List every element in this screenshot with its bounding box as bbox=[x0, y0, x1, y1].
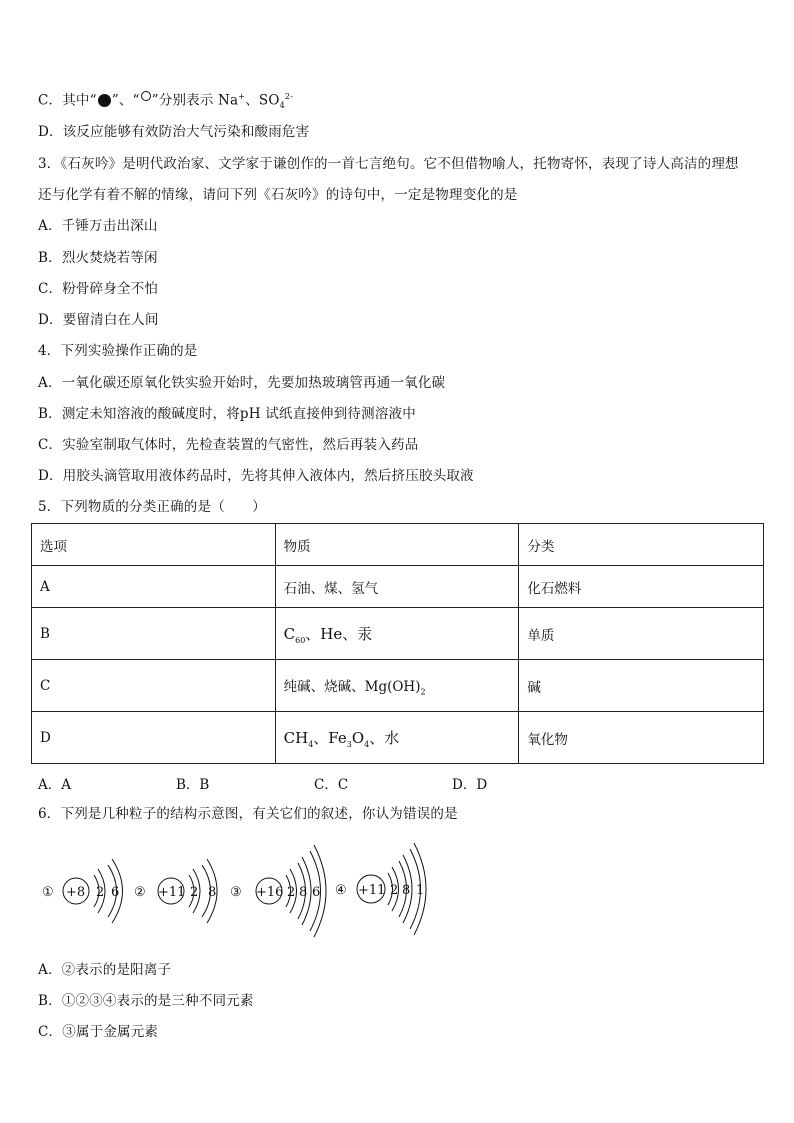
table-header: 物质 bbox=[275, 524, 519, 566]
q6-stem: 6．下列是几种粒子的结构示意图，有关它们的叙述，你认为错误的是 bbox=[38, 806, 458, 822]
q3-stem-line2: 还与化学有着不解的情缘，请问下列《石灰吟》的诗句中，一定是物理变化的是 bbox=[38, 187, 518, 203]
shell-electrons: 2 bbox=[287, 885, 296, 900]
table-cell: 石油、煤、氢气 bbox=[275, 566, 519, 608]
shell-electrons: 2 bbox=[96, 885, 105, 900]
nucleus-charge: +16 bbox=[256, 885, 284, 900]
formula-text: CH bbox=[283, 728, 309, 747]
table-cell: B bbox=[32, 608, 276, 660]
table-cell bbox=[275, 712, 519, 764]
q5-answer-d: D．D bbox=[452, 777, 488, 793]
table-header-row bbox=[32, 524, 764, 566]
q2-option-c bbox=[38, 88, 293, 115]
table-cell: 单质 bbox=[519, 608, 764, 660]
filled-circle-icon bbox=[98, 94, 111, 107]
table-cell: C bbox=[32, 660, 276, 712]
atom-index: ④ bbox=[335, 883, 347, 898]
subscript: 2 bbox=[420, 687, 426, 697]
hollow-circle-icon bbox=[141, 91, 151, 101]
formula-text: O bbox=[351, 728, 365, 747]
table-cell bbox=[275, 660, 519, 712]
atom-index: ③ bbox=[230, 885, 242, 900]
q3-option-b: B．烈火焚烧若等闲 bbox=[38, 250, 158, 266]
subscript: 4 bbox=[364, 739, 370, 749]
table-cell bbox=[275, 608, 519, 660]
formula-text: 纯碱、烧碱、Mg(OH) bbox=[283, 678, 421, 695]
q4-option-d: D．用胶头滴管取用液体药品时，先将其伸入液体内，然后挤压胶头取液 bbox=[38, 468, 474, 484]
atomic-structure-diagrams bbox=[30, 838, 450, 938]
formula-text: C bbox=[283, 624, 296, 643]
table-row bbox=[32, 660, 764, 712]
text: ”分别表示 Na bbox=[151, 92, 239, 109]
q4-option-a: A．一氧化碳还原氧化铁实验开始时，先要加热玻璃管再通一氧化碳 bbox=[38, 375, 446, 391]
q6-option-a: A．②表示的是阳离子 bbox=[38, 962, 172, 978]
formula-text: 、Fe bbox=[313, 728, 347, 747]
shell-electrons: 8 bbox=[299, 885, 308, 900]
superscript: 2- bbox=[284, 92, 294, 101]
table-row bbox=[32, 566, 764, 608]
nucleus-charge: +8 bbox=[66, 885, 86, 900]
formula-text: 、He、汞 bbox=[305, 624, 373, 643]
q3-option-c: C．粉骨碎身全不怕 bbox=[38, 281, 159, 297]
table-row bbox=[32, 608, 764, 660]
shell-electrons: 8 bbox=[402, 883, 411, 898]
table-cell: 碱 bbox=[519, 660, 764, 712]
q5-stem: 5．下列物质的分类正确的是（ ） bbox=[38, 499, 266, 515]
q4-option-b: B．测定未知溶液的酸碱度时，将pH 试纸直接伸到待测溶液中 bbox=[38, 406, 416, 422]
q4-option-c: C．实验室制取气体时，先检查装置的气密性，然后再装入药品 bbox=[38, 437, 419, 453]
q3-stem-line1: 3．《石灰吟》是明代政治家、文学家于谦创作的一首七言绝句。它不但借物喻人，托物寄怀，表现了诗人高洁的理想 bbox=[38, 156, 739, 172]
shell-electrons: 6 bbox=[111, 885, 120, 900]
atom-index: ① bbox=[42, 885, 54, 900]
classification-table bbox=[31, 523, 764, 764]
q6-option-b: B．①②③④表示的是三种不同元素 bbox=[38, 993, 254, 1009]
text: ”、“ bbox=[111, 92, 140, 109]
q3-option-a: A．千锤万击出深山 bbox=[38, 218, 158, 234]
subscript: 4 bbox=[279, 101, 285, 111]
shell-electrons: 2 bbox=[190, 885, 199, 900]
subscript: 4 bbox=[308, 739, 314, 749]
q5-answer-a: A．A bbox=[38, 777, 71, 793]
q4-stem: 4．下列实验操作正确的是 bbox=[38, 343, 198, 359]
q2-option-d: D．该反应能够有效防治大气污染和酸雨危害 bbox=[38, 124, 310, 140]
superscript: + bbox=[238, 92, 246, 101]
q3-option-d: D．要留清白在人间 bbox=[38, 312, 159, 328]
table-row bbox=[32, 712, 764, 764]
table-cell: 氧化物 bbox=[519, 712, 764, 764]
table-header: 选项 bbox=[32, 524, 276, 566]
q5-answer-b: B．B bbox=[176, 777, 210, 793]
q6-option-c: C．③属于金属元素 bbox=[38, 1024, 159, 1040]
shell-electrons: 2 bbox=[390, 883, 399, 898]
nucleus-charge: +11 bbox=[358, 883, 386, 898]
subscript: 3 bbox=[346, 739, 352, 749]
text: C．其中“ bbox=[38, 92, 97, 109]
atom-index: ② bbox=[134, 885, 146, 900]
shell-electrons: 8 bbox=[208, 885, 217, 900]
table-cell: A bbox=[32, 566, 276, 608]
text: 、SO bbox=[245, 92, 280, 109]
formula-text: 、水 bbox=[369, 728, 400, 747]
q5-answer-c: C．C bbox=[314, 777, 349, 793]
nucleus-charge: +11 bbox=[158, 885, 186, 900]
shell-electrons: 1 bbox=[416, 883, 425, 898]
shell-electrons: 6 bbox=[312, 885, 321, 900]
subscript: 60 bbox=[295, 635, 306, 645]
table-header: 分类 bbox=[519, 524, 764, 566]
table-cell: D bbox=[32, 712, 276, 764]
table-cell: 化石燃料 bbox=[519, 566, 764, 608]
